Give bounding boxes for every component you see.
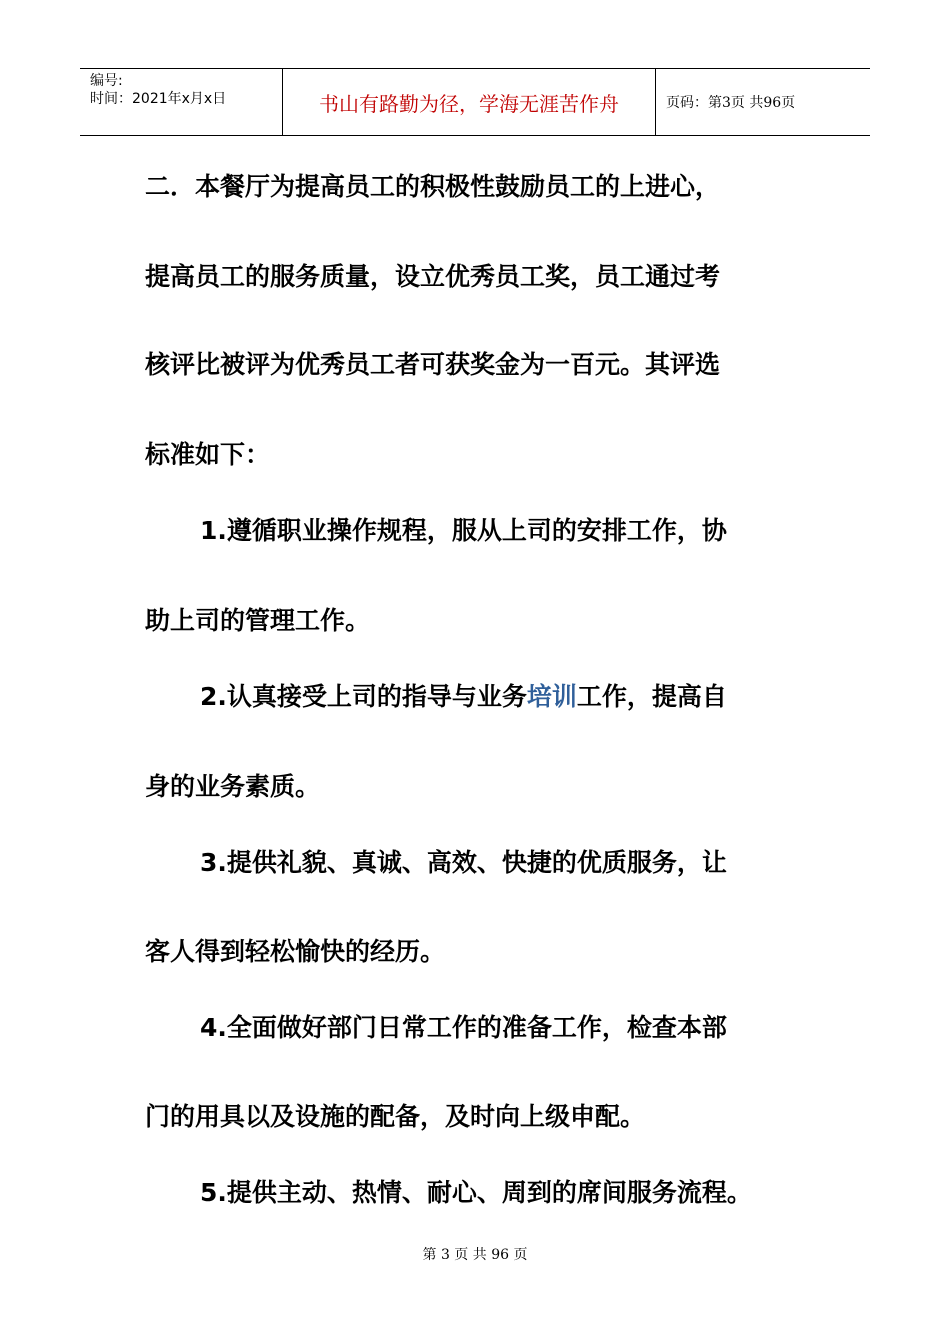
- page-footer: 第 3 页 共 96 页: [422, 1247, 528, 1263]
- serial-number-label: 编号:: [90, 73, 123, 89]
- list-item-3-line: 客人得到轻松愉快的经历。: [145, 937, 446, 966]
- list-item-4-line: 门的用具以及设施的配备，及时向上级申配。: [145, 1102, 646, 1131]
- list-item-2-text: 工作，提高自: [576, 682, 727, 711]
- list-item-1-line: 助上司的管理工作。: [145, 606, 371, 635]
- list-item-2-line: [200, 682, 880, 712]
- list-item-2-line: 身的业务素质。: [145, 772, 321, 801]
- document-header: [80, 68, 870, 136]
- header-page-info: [656, 69, 870, 135]
- list-item-1-line: 1.遵循职业操作规程，服从上司的安排工作，协: [200, 516, 727, 545]
- paragraph-line: 提高员工的服务质量，设立优秀员工奖，员工通过考: [145, 262, 721, 291]
- list-item-2-text: 2.认真接受上司的指导与业务: [200, 682, 527, 711]
- header-motto: 书山有路勤为径，学海无涯苦作舟: [282, 69, 656, 135]
- list-item-3-line: 3.提供礼貌、真诚、高效、快捷的优质服务，让: [200, 848, 727, 877]
- paragraph-line: 二．本餐厅为提高员工的积极性鼓励员工的上进心，: [145, 172, 721, 201]
- date-label: 时间：2021年x月x日: [90, 91, 227, 107]
- training-link[interactable]: 培训: [526, 682, 577, 711]
- list-item-5-line: 5.提供主动、热情、耐心、周到的席间服务流程。: [200, 1178, 752, 1207]
- header-meta: [80, 69, 282, 135]
- paragraph-line: 标准如下：: [145, 440, 271, 469]
- page-info-text: 页码：第3页 共96页: [666, 95, 796, 111]
- list-item-4-line: 4.全面做好部门日常工作的准备工作，检查本部: [200, 1013, 727, 1042]
- paragraph-line: 核评比被评为优秀员工者可获奖金为一百元。其评选: [145, 350, 721, 379]
